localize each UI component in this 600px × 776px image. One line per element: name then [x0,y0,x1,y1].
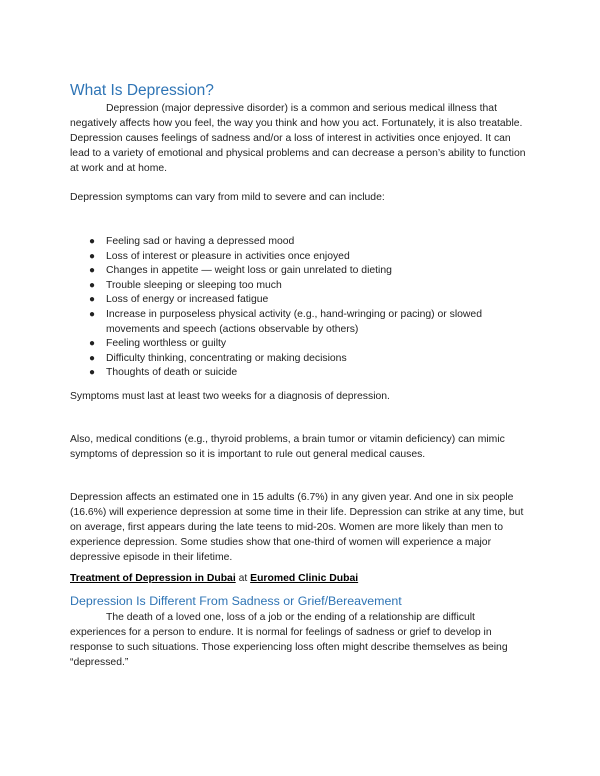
list-item: ● Thoughts of death or suicide [70,366,532,381]
duration-paragraph: Symptoms must last at least two weeks for a diagnosis of depression. [70,391,390,402]
clinic-link[interactable]: Euromed Clinic Dubai [250,573,359,584]
bullet-icon: ● [89,308,96,320]
bullet-icon: ● [89,352,96,364]
medical-conditions-paragraph: Also, medical conditions (e.g., thyroid problems, a brain tumor or vitamin deficiency) can mimic symptoms of depression so it is important to rule out general medical causes. [70,434,505,460]
list-item: ● Loss of energy or increased fatigue [70,293,532,308]
bullet-icon: ● [89,236,96,247]
list-item: ● Changes in appetite — weight loss or gain unrelated to dieting [70,264,532,279]
list-item: ● Trouble sleeping or sleeping too much [70,279,532,294]
bullet-icon: ● [89,367,96,379]
bullet-icon: ● [89,338,96,350]
bullet-icon: ● [89,294,96,306]
treatment-link[interactable]: Treatment of Depression in Dubai [70,573,236,584]
list-item: ● Feeling worthless or guilty [70,337,532,352]
bullet-icon: ● [89,279,96,291]
intro-paragraph: Depression (major depressive disorder) is a common and serious medical illness that negatively affects how you feel, the way you think and how you act. Fortunately, it is also treatable. Depression causes feelings of sadness and/or a loss of interest in activities once enjoyed. It can lead to a variety of emotional and physical problems and can decrease a person’s ability to function at work and at home. [70,103,526,174]
link-connector: at [235,573,251,584]
prevalence-paragraph: Depression affects an estimated one in 15 adults (6.7%) in any given year. And one in six people (16.6%) will experience depression at some time in their life. Depression can strike at any time, but on average, first appears during the late teens to mid-20s. Women are more likely than men to experience depression. Some studies show that one-third of women will experience a major depressive episode in their lifetime. [70,492,524,563]
list-item: ● Increase in purposeless physical activity (e.g., hand-wringing or pacing) or slowed movements and speech (actions observable by others) [89,308,482,335]
bullet-icon: ● [89,265,96,277]
treatment-links [70,571,358,586]
list-item: ● Difficulty thinking, concentrating or making decisions [70,352,532,367]
symptom-list [70,235,532,381]
symptoms-intro: Depression symptoms can vary from mild to severe and can include: [70,192,385,203]
section-heading: Depression Is Different From Sadness or Grief/Bereavement [70,594,402,608]
grief-paragraph: The death of a loved one, loss of a job or the ending of a relationship are difficult experiences for a person to endure. It is normal for feelings of sadness or grief to develop in response to such situations. Those experiencing loss often might describe themselves as being “depressed.” [70,612,508,668]
list-item: ● Feeling sad or having a depressed mood [70,235,532,250]
list-item: ● Loss of interest or pleasure in activities once enjoyed [70,250,532,265]
bullet-icon: ● [89,250,96,262]
page-title: What Is Depression? [70,82,214,99]
